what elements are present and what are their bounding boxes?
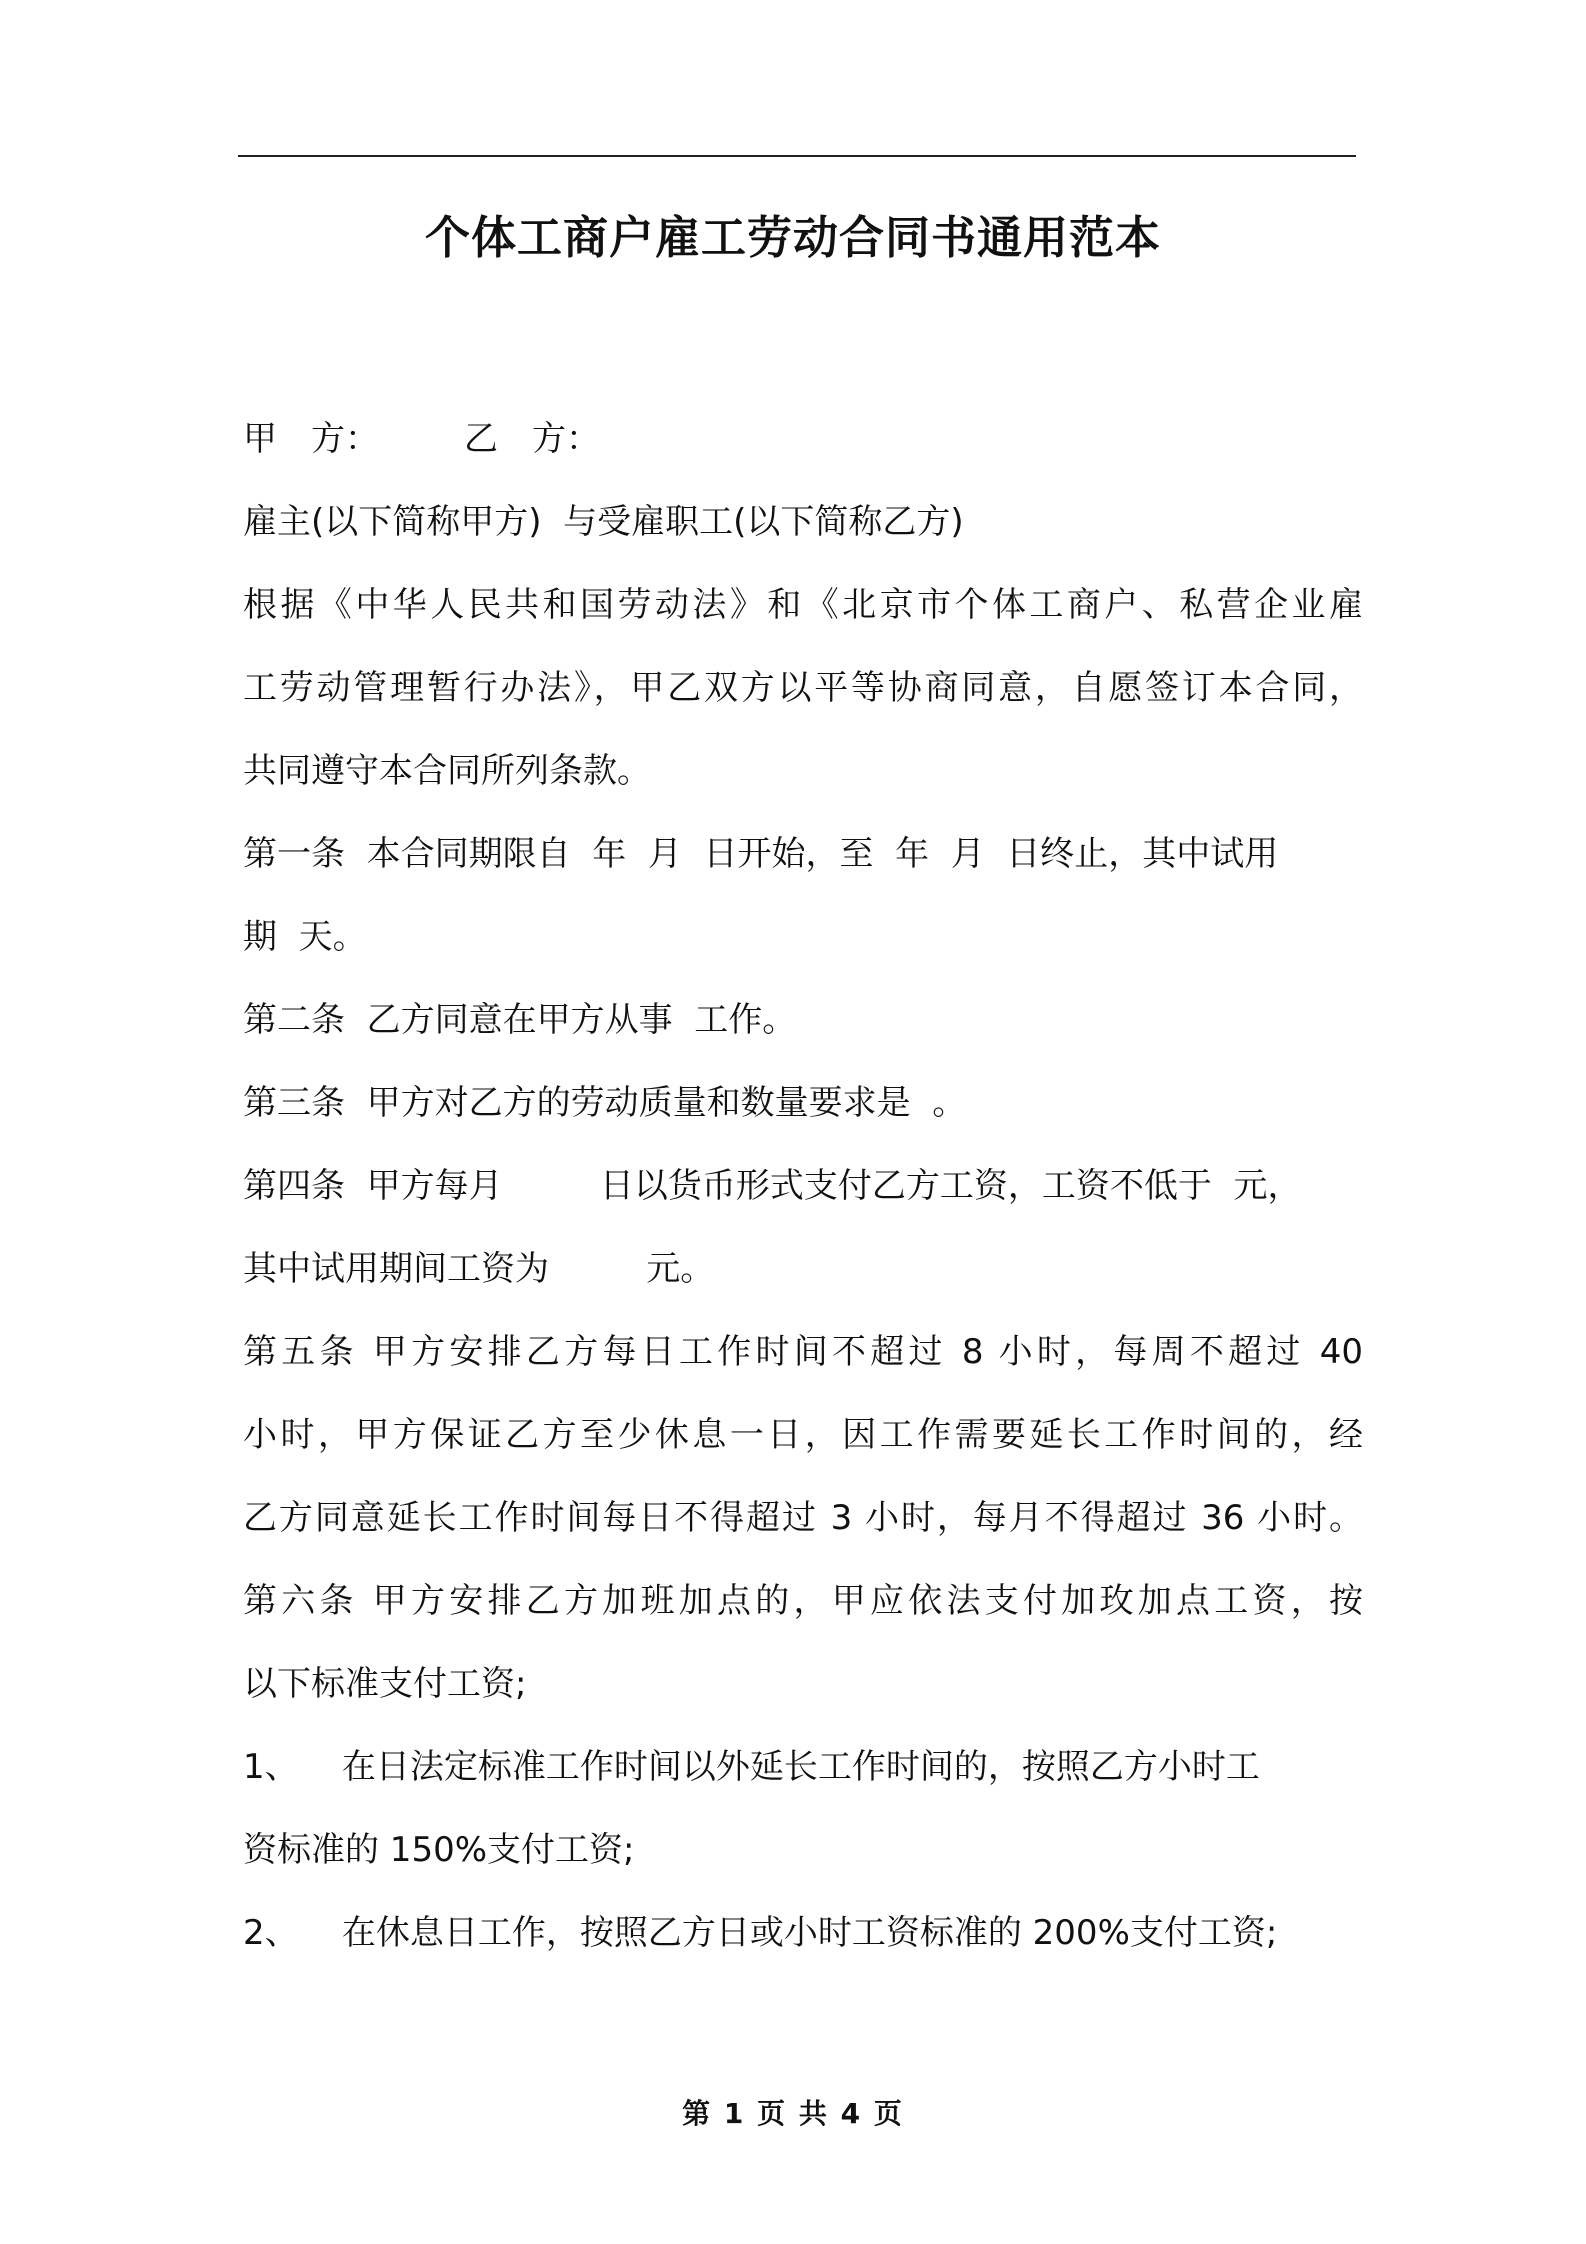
article-3-line: 第三条 甲方对乙方的劳动质量和数量要求是 。 bbox=[243, 1083, 967, 1123]
basis-line: 根据《中华人民共和国劳动法》和《北京市个体工商户、私营企业雇 bbox=[243, 585, 1363, 625]
article-1-line: 第一条 本合同期限自 年 月 日开始，至 年 月 日终止，其中试用 bbox=[243, 834, 1279, 874]
article-6-line: 第六条 甲方安排乙方加班加点的，甲应依法支付加玫加点工资，按 bbox=[243, 1581, 1363, 1621]
article-6-line: 以下标准支付工资; bbox=[243, 1664, 527, 1704]
article-5-line: 乙方同意延长工作时间每日不得超过 3 小时，每月不得超过 36 小时。 bbox=[243, 1498, 1363, 1538]
list-item-1-line: 1、 在日法定标准工作时间以外延长工作时间的，按照乙方小时工 bbox=[243, 1747, 1260, 1787]
article-1-line: 期 天。 bbox=[243, 917, 367, 957]
header-rule bbox=[238, 155, 1356, 157]
basis-line: 工劳动管理暂行办法》，甲乙双方以平等协商同意，自愿签订本合同， bbox=[243, 668, 1363, 708]
article-4-line: 第四条 甲方每月 日以货币形式支付乙方工资，工资不低于 元， bbox=[243, 1166, 1302, 1206]
parties-line: 甲 方： 乙 方： bbox=[243, 419, 600, 459]
list-item-2-line: 2、 在休息日工作，按照乙方日或小时工资标准的 200%支付工资; bbox=[243, 1913, 1278, 1953]
article-2-line: 第二条 乙方同意在甲方从事 工作。 bbox=[243, 1000, 797, 1040]
article-4-line: 其中试用期间工资为 元。 bbox=[243, 1249, 715, 1289]
article-5-line: 小时，甲方保证乙方至少休息一日，因工作需要延长工作时间的，经 bbox=[243, 1415, 1363, 1455]
intro-line: 雇主(以下简称甲方) 与受雇职工(以下简称乙方) bbox=[243, 502, 964, 542]
basis-line: 共同遵守本合同所列条款。 bbox=[243, 751, 651, 791]
document-body bbox=[243, 411, 1363, 1988]
document-title: 个体工商户雇工劳动合同书通用范本 bbox=[424, 211, 1161, 264]
page-number-footer: 第 1 页 共 4 页 bbox=[682, 2097, 904, 2130]
article-5-line: 第五条 甲方安排乙方每日工作时间不超过 8 小时，每周不超过 40 bbox=[243, 1332, 1363, 1372]
list-item-1-line: 资标准的 150%支付工资; bbox=[243, 1830, 635, 1870]
